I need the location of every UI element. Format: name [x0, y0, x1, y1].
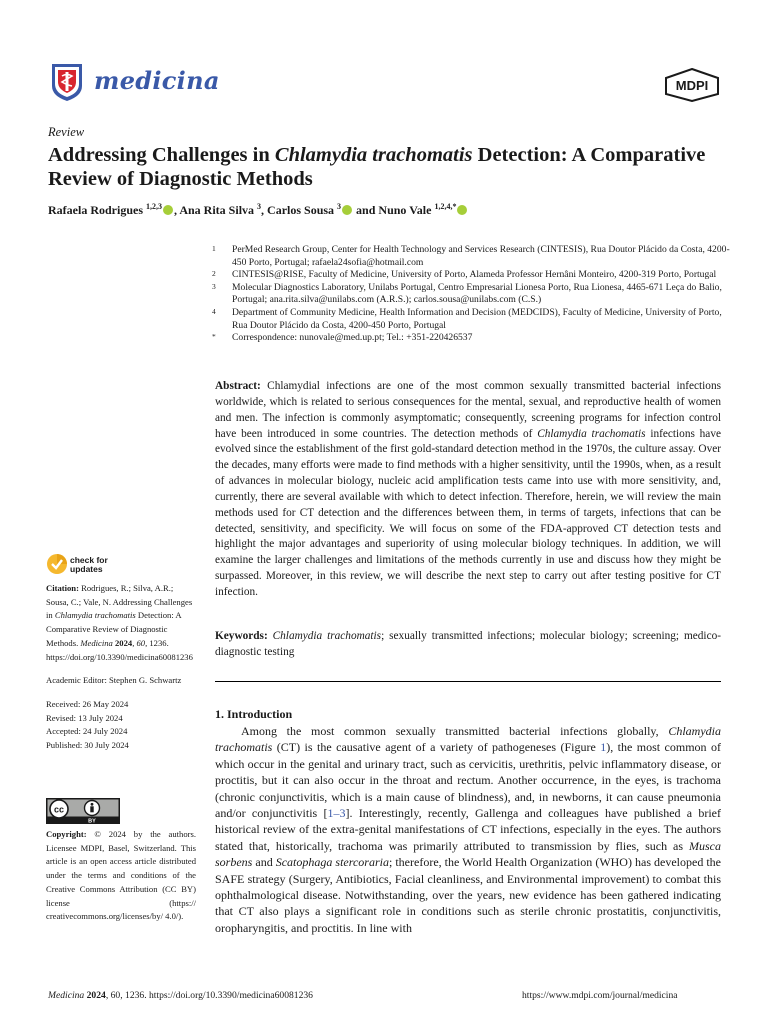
author-affiliation-sup: 1,2,3 — [146, 202, 162, 211]
title-part2: Detection: A Comparative Review of Diagnostic Methods — [48, 144, 706, 190]
affiliation-item — [212, 282, 732, 307]
intro-text: ]. Interestingly, recently, Gallenga and colleagues have published a brief historical review of the extra-genital manifestations of CT infections, especially in the eyes. The authors stated that, historically, trachoma was primarily attributed to transmission by flies, such as — [215, 806, 722, 853]
mdpi-logo — [664, 68, 720, 102]
affiliation-text: CINTESIS@RISE, Faculty of Medicine, University of Porto, Alameda Professor Hernâni Monteiro, 4200-319 Porto, Portugal — [232, 269, 717, 281]
check-updates-label — [70, 556, 108, 574]
citation-text: , — [132, 637, 137, 648]
intro-text: ; therefore, the World Health Organization (WHO) has developed the SAFE strategy (Surgery, Antibiotics, Facial cleanliness, and Environmental improvement) to combat this ophthalmological disease. Notwithstanding, over the years, new evidence has been gathered indicating that CT also plays a significant role in conditions such as sterile chronic prostatitis, conjunctivitis, oropharyngitis, and proctitis. In line with — [215, 855, 722, 935]
citation-doi[interactable]: , 1236. https://doi.org/10.3390/medicina60081236 — [46, 637, 193, 662]
section-divider — [215, 681, 721, 682]
citation-label: Citation: — [46, 583, 79, 593]
copyright-text: © 2024 by the authors. Licensee MDPI, Basel, Switzerland. This article is an open access article distributed under the terms and conditions of the Creative Commons Attribution (CC BY) license (https:// creativecommons.org/licenses/by/ 4.0/). — [46, 829, 196, 922]
copyright-notice — [46, 828, 196, 924]
date-revised: Revised: 13 July 2024 — [46, 712, 123, 723]
affiliation-text: Department of Community Medicine, Health Information and Decision (MEDCIDS), Faculty of Medicine, University of Porto, Rua Doutor Plácido da Costa, 4200-450 Porto, Portugal — [232, 306, 722, 331]
author-affiliation-sup: 3 — [337, 202, 342, 211]
affiliation-text: Correspondence: nunovale@med.up.pt; Tel.: +351-220426537 — [232, 332, 473, 344]
affiliation-text: PerMed Research Group, Center for Health Technology and Services Research (CINTESIS), Rua Doutor Plácido da Costa, 4200-450 Porto, Portugal; rafaela24sofia@hotmail.com — [232, 244, 730, 268]
intro-text: Among the most common sexually transmitted bacterial infections globally, — [241, 724, 669, 738]
journal-name: medicina — [94, 66, 220, 95]
abstract-italic: Chlamydia trachomatis — [537, 427, 646, 440]
check-updates-icon — [46, 553, 68, 575]
affiliations — [212, 244, 732, 345]
footer-journal-url[interactable]: https://www.mdpi.com/journal/medicina — [522, 990, 678, 1001]
affiliation-item — [212, 307, 732, 332]
date-published: Published: 30 July 2024 — [46, 740, 129, 751]
affiliation-number: 2 — [212, 269, 216, 279]
date-accepted: Accepted: 24 July 2024 — [46, 726, 128, 737]
svg-text:BY: BY — [88, 818, 96, 824]
orcid-icon[interactable] — [342, 205, 352, 215]
title-italic: Chlamydia trachomatis — [274, 144, 473, 166]
cc-by-license-icon[interactable] — [46, 798, 120, 824]
citation-journal: Medicina — [80, 637, 113, 648]
affiliation-number: 4 — [212, 306, 216, 316]
dates-block — [46, 698, 196, 753]
author-name[interactable]: Nuno Vale — [378, 203, 432, 217]
intro-text: (CT) is the causative agent of a variety of pathogeneses (Figure — [272, 740, 601, 755]
affiliation-item — [212, 269, 732, 282]
check-updates-line: check for — [70, 555, 108, 565]
footer-citation — [48, 990, 313, 1001]
affiliation-number: 3 — [212, 281, 216, 291]
citation-text: Detection: A Comparative Review of Diagnostic Methods. — [46, 610, 182, 648]
date-received: Received: 26 May 2024 — [46, 698, 129, 709]
author-name[interactable]: Carlos Sousa — [267, 203, 335, 217]
affiliation-text: Molecular Diagnostics Laboratory, Unilabs Portugal, Centro Empresarial Lionesa Porto, Rua Lionesa, 4465-671 Leça do Balio, Portugal; ana.rita.silva@unilabs.com (A.R.S.); carlos.sousa@unilabs.com (C.S.) — [232, 281, 722, 306]
intro-text: and — [252, 855, 276, 870]
intro-italic: Scatophaga stercoraria — [275, 855, 389, 870]
footer-year: 2024 — [84, 990, 106, 1001]
article-title — [48, 143, 728, 191]
citation-text: Rodrigues, R.; Silva, A.R.; Sousa, C.; Vale, N. Addressing Challenges in — [46, 583, 193, 621]
intro-italic: Musca sorbens — [215, 838, 721, 870]
sidebar — [46, 582, 196, 763]
mdpi-logo-text: MDPI — [675, 78, 709, 93]
check-for-updates-button[interactable] — [46, 553, 126, 579]
abstract-text: infections have evolved since the establishment of the first gold-standard detection method in the 1970s, the culture assay. Over the decades, many efforts were made to find methods with a higher sensitivity, until the 1990s, when, as a result of advances in molecular biology, nucleic acid amplification tests came into use with more sensitivity, and, currently, there are several available with which to detect infection. Therefore, herein, we will review the main methods used for CT detection and the differences between them, in terms of targets, infections that can be detected, sensitivity, and specificity. We will focus on some of the FDA-approved CT detection tests and highlight the major advantages and superiority of using molecular biology techniques. In addition, we will examine the larger challenges and limitations of the methods currently in use and discuss how they might be surpassed. Moreover, in this review, we will describe the next step to carry out after testing positive for CT infection. — [215, 427, 721, 598]
citation-year: 2024 — [112, 637, 133, 648]
intro-text: ), the most common of which occur in the genital and urinary tract, such as cervicitis, urethritis, pelvic inflammatory disease, or proctitis, but it can also occur in the throat and rectum. Another occurrence, in the eyes, is trachoma (chronic conjunctivitis, which is a main cause of blindness), and, in newborns, it can cause pneumonia and/or conjunctivitis [ — [215, 740, 721, 821]
affiliation-number: 1 — [212, 244, 216, 253]
keywords — [215, 629, 721, 661]
check-updates-line: updates — [70, 564, 103, 574]
article-type: Review — [48, 125, 85, 139]
figure-link[interactable]: 1 — [600, 740, 607, 755]
orcid-icon[interactable] — [163, 205, 173, 215]
keywords-label: Keywords: — [215, 630, 268, 642]
svg-text:cc: cc — [53, 804, 65, 815]
copyright-label: Copyright: — [46, 829, 87, 839]
abstract-text: Chlamydial infections are one of the most common sexually transmitted bacterial infections worldwide, which is related to serious consequences for the mental, sexual, and reproductive health of women and men. The infection is commonly asymptomatic; consequently, screening programs for infection control have been introduced in some countries. The detection methods of — [215, 380, 721, 440]
author-affiliation-sup: 3 — [257, 202, 262, 211]
citation-volume: 60 — [136, 637, 146, 648]
abstract — [215, 379, 721, 601]
intro-italic: Chlamydia trachomatis — [215, 724, 721, 755]
academic-editor: Academic Editor: Stephen G. Schwartz — [46, 675, 182, 686]
author-name[interactable]: Ana Rita Silva — [179, 203, 255, 217]
correspondence — [212, 332, 732, 345]
footer-doi[interactable]: , 60, 1236. https://doi.org/10.3390/medicina60081236 — [105, 990, 313, 1001]
author-affiliation-sup: 1,2,4,* — [434, 202, 457, 211]
affiliation-number: * — [212, 332, 216, 342]
orcid-icon[interactable] — [457, 205, 467, 215]
keywords-italic: Chlamydia trachomatis — [272, 630, 382, 642]
abstract-label: Abstract: — [215, 380, 261, 392]
introduction-paragraph — [215, 723, 721, 936]
citation-italic: Chlamydia trachomatis — [54, 610, 136, 621]
author-list: Rafaela Rodrigues $^{1,2,3}$ , Ana Rita Silva $^3$, Carlos Sousa $^3$ and Nuno Vale $^{1,2,4,*}$ — [48, 202, 728, 218]
title-part1: Addressing Challenges in — [48, 144, 275, 166]
affiliation-item — [212, 244, 732, 269]
citation-block — [46, 582, 196, 664]
citation-link[interactable]: 1–3 — [327, 806, 346, 821]
journal-logo-icon — [48, 62, 86, 102]
footer-journal: Medicina — [48, 990, 85, 1001]
keywords-text: ; sexually transmitted infections; molecular biology; screening; medico-diagnostic testing — [215, 630, 721, 658]
author-name[interactable]: Rafaela Rodrigues — [48, 203, 143, 217]
section-heading: 1. Introduction — [215, 707, 293, 721]
